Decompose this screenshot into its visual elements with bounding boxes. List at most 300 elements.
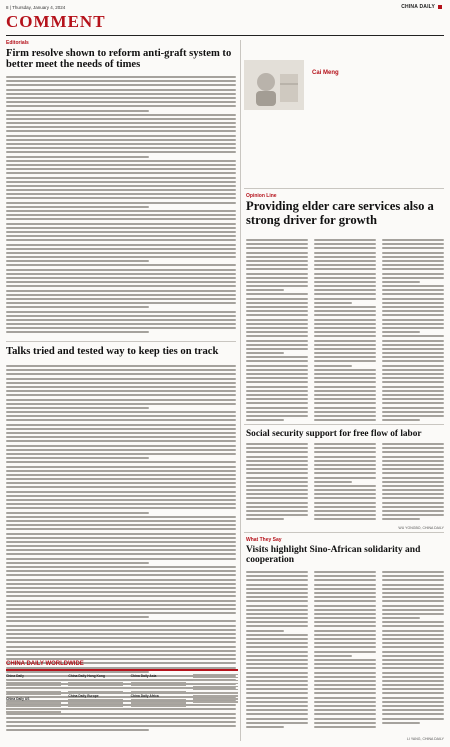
text-line bbox=[382, 340, 444, 342]
text-line bbox=[382, 460, 444, 462]
text-line bbox=[6, 507, 236, 509]
text-line bbox=[382, 613, 444, 615]
text-line bbox=[246, 335, 308, 337]
text-line bbox=[314, 663, 376, 665]
text-line bbox=[246, 365, 308, 367]
text-line bbox=[246, 485, 308, 487]
text-line bbox=[246, 460, 308, 462]
text-line bbox=[6, 528, 236, 530]
text-line bbox=[314, 659, 376, 661]
text-line bbox=[382, 514, 444, 516]
text-line bbox=[314, 592, 376, 594]
text-line bbox=[246, 394, 308, 396]
text-line bbox=[382, 692, 444, 694]
text-line bbox=[314, 456, 376, 458]
text-line bbox=[382, 617, 420, 619]
text-line bbox=[382, 592, 444, 594]
text-line bbox=[6, 256, 236, 258]
text-line bbox=[246, 264, 308, 266]
text-line bbox=[6, 449, 236, 451]
text-line bbox=[6, 93, 236, 95]
text-line bbox=[246, 718, 308, 720]
text-line bbox=[6, 424, 236, 426]
text-line bbox=[6, 394, 236, 396]
text-line bbox=[6, 604, 236, 606]
text-line bbox=[382, 352, 444, 354]
footer-column bbox=[193, 674, 238, 715]
text-line bbox=[382, 584, 444, 586]
text-line bbox=[382, 306, 444, 308]
text-line bbox=[314, 485, 376, 487]
text-line bbox=[6, 369, 236, 371]
text-line bbox=[6, 151, 236, 153]
text-line bbox=[382, 472, 444, 474]
text-line bbox=[382, 489, 444, 491]
text-line bbox=[246, 260, 308, 262]
text-line bbox=[382, 502, 444, 504]
text-line bbox=[314, 676, 376, 678]
text-line bbox=[246, 688, 308, 690]
text-line bbox=[6, 373, 236, 375]
divider-opinion bbox=[244, 424, 444, 425]
byline-2: LI YANG, CHINA DAILY bbox=[407, 737, 444, 741]
text-line bbox=[246, 477, 308, 479]
text-line bbox=[314, 260, 376, 262]
text-line bbox=[6, 202, 236, 204]
text-line bbox=[6, 365, 236, 367]
text-line bbox=[6, 566, 236, 568]
text-line bbox=[382, 398, 444, 400]
text-line bbox=[382, 722, 420, 724]
brand-square-icon bbox=[438, 5, 442, 9]
text-line bbox=[6, 436, 236, 438]
text-line bbox=[382, 468, 444, 470]
opinion-headline-2: Social security support for free flow of labor bbox=[246, 429, 422, 439]
text-line bbox=[6, 302, 236, 304]
text-line bbox=[6, 533, 236, 535]
text-line bbox=[382, 680, 444, 682]
text-line bbox=[382, 688, 444, 690]
text-line bbox=[246, 663, 308, 665]
text-line bbox=[314, 709, 376, 711]
text-line bbox=[6, 197, 236, 199]
text-line bbox=[246, 285, 308, 287]
text-line bbox=[246, 464, 308, 466]
text-line bbox=[314, 247, 376, 249]
text-line bbox=[382, 651, 444, 653]
text-line bbox=[246, 243, 308, 245]
text-line bbox=[382, 327, 444, 329]
text-line bbox=[6, 135, 236, 137]
text-line bbox=[246, 398, 308, 400]
text-line bbox=[246, 306, 308, 308]
text-line bbox=[6, 641, 236, 643]
text-line bbox=[314, 264, 376, 266]
text-line bbox=[246, 701, 308, 703]
worldwide-footer bbox=[6, 661, 238, 741]
text-line bbox=[382, 356, 444, 358]
text-line bbox=[314, 621, 376, 623]
text-line bbox=[6, 164, 236, 166]
text-line bbox=[382, 302, 444, 304]
text-line bbox=[246, 293, 308, 295]
text-line bbox=[314, 419, 376, 421]
text-line bbox=[246, 713, 308, 715]
text-line bbox=[382, 243, 444, 245]
text-line bbox=[246, 451, 308, 453]
text-line bbox=[6, 503, 236, 505]
text-line bbox=[246, 684, 308, 686]
text-line bbox=[6, 516, 236, 518]
text-line bbox=[382, 596, 444, 598]
text-line bbox=[6, 331, 149, 333]
text-line bbox=[382, 314, 444, 316]
text-line bbox=[6, 105, 236, 107]
text-line bbox=[314, 386, 376, 388]
text-line bbox=[6, 461, 236, 463]
text-line bbox=[6, 80, 236, 82]
text-line bbox=[314, 596, 376, 598]
publication-name: CHINA DAILY bbox=[401, 4, 442, 10]
text-line bbox=[6, 294, 236, 296]
text-line bbox=[382, 605, 444, 607]
text-line bbox=[6, 210, 236, 212]
text-line bbox=[246, 256, 308, 258]
text-line bbox=[6, 382, 236, 384]
text-line bbox=[6, 239, 236, 241]
text-line bbox=[246, 273, 308, 275]
text-line bbox=[382, 663, 444, 665]
text-line bbox=[382, 667, 444, 669]
text-line bbox=[6, 499, 236, 501]
text-line bbox=[314, 398, 376, 400]
text-line bbox=[382, 415, 444, 417]
text-line bbox=[6, 633, 236, 635]
text-line bbox=[6, 453, 236, 455]
text-line bbox=[314, 571, 376, 573]
editorials-label: Editorials bbox=[6, 40, 29, 46]
text-line bbox=[6, 482, 236, 484]
text-line bbox=[246, 571, 308, 573]
text-line bbox=[6, 285, 236, 287]
text-line bbox=[314, 688, 376, 690]
text-line bbox=[6, 608, 236, 610]
text-line bbox=[314, 667, 376, 669]
text-line bbox=[246, 348, 308, 350]
text-line bbox=[246, 502, 308, 504]
text-line bbox=[314, 600, 376, 602]
text-line bbox=[6, 629, 236, 631]
text-line bbox=[6, 306, 149, 308]
text-line bbox=[6, 327, 236, 329]
text-line bbox=[246, 489, 308, 491]
text-line bbox=[246, 609, 308, 611]
text-line bbox=[246, 247, 308, 249]
what-they-say-body bbox=[246, 571, 444, 730]
text-line bbox=[314, 609, 376, 611]
text-line bbox=[314, 352, 376, 354]
text-line bbox=[382, 390, 444, 392]
text-line bbox=[6, 223, 236, 225]
text-line bbox=[246, 327, 308, 329]
text-line bbox=[246, 655, 308, 657]
text-line bbox=[246, 331, 308, 333]
text-line bbox=[6, 269, 236, 271]
text-line bbox=[6, 553, 236, 555]
text-line bbox=[314, 506, 376, 508]
text-line bbox=[6, 172, 236, 174]
text-line bbox=[314, 713, 376, 715]
page-info: 8 | Thursday, January 4, 2024 bbox=[6, 5, 66, 10]
text-line bbox=[6, 625, 236, 627]
text-line bbox=[6, 390, 236, 392]
text-line bbox=[246, 613, 308, 615]
text-line bbox=[6, 491, 236, 493]
text-line bbox=[382, 323, 444, 325]
text-line bbox=[246, 481, 308, 483]
text-line bbox=[246, 386, 308, 388]
text-line bbox=[6, 486, 236, 488]
opinion-headline: Providing elder care services also a strong driver for growth bbox=[246, 199, 434, 227]
text-line bbox=[314, 451, 376, 453]
text-line bbox=[382, 285, 444, 287]
editorial-1-body bbox=[6, 76, 236, 336]
text-line bbox=[6, 122, 236, 124]
text-line bbox=[6, 298, 236, 300]
text-line bbox=[314, 340, 376, 342]
text-line bbox=[382, 638, 444, 640]
text-line bbox=[314, 348, 376, 350]
text-line bbox=[314, 447, 376, 449]
text-line bbox=[314, 655, 352, 657]
text-line bbox=[246, 596, 308, 598]
text-line bbox=[246, 277, 308, 279]
text-line bbox=[6, 411, 236, 413]
text-line bbox=[382, 634, 444, 636]
text-line bbox=[382, 443, 444, 445]
text-line bbox=[382, 655, 444, 657]
text-line bbox=[246, 605, 308, 607]
text-line bbox=[314, 701, 376, 703]
text-line bbox=[246, 356, 308, 358]
text-line bbox=[246, 667, 308, 669]
editorial-headline-2: Talks tried and tested way to keep ties on track bbox=[6, 346, 219, 357]
text-line bbox=[6, 654, 236, 656]
text-line bbox=[6, 244, 236, 246]
text-line bbox=[246, 268, 308, 270]
cartoon-illustration bbox=[244, 60, 304, 110]
text-line bbox=[314, 726, 376, 728]
editorial-headline-1: Firm resolve shown to reform anti-graft system to better meet the needs of times bbox=[6, 48, 232, 71]
text-line bbox=[382, 481, 444, 483]
text-line bbox=[246, 709, 308, 711]
text-line bbox=[6, 76, 236, 78]
text-line bbox=[6, 248, 236, 250]
text-line bbox=[382, 310, 444, 312]
text-line bbox=[382, 335, 444, 337]
text-line bbox=[246, 456, 308, 458]
text-line bbox=[382, 506, 444, 508]
text-line bbox=[382, 464, 444, 466]
text-line bbox=[382, 319, 444, 321]
text-line bbox=[382, 709, 444, 711]
text-line bbox=[6, 407, 149, 409]
text-line bbox=[314, 335, 376, 337]
text-line bbox=[6, 168, 236, 170]
text-line bbox=[6, 620, 236, 622]
text-line bbox=[314, 697, 376, 699]
text-line bbox=[246, 468, 308, 470]
text-line bbox=[314, 514, 376, 516]
text-line bbox=[246, 298, 308, 300]
text-line bbox=[6, 583, 236, 585]
text-line bbox=[382, 348, 444, 350]
text-line bbox=[246, 625, 308, 627]
text-line bbox=[246, 381, 308, 383]
text-line bbox=[314, 646, 376, 648]
text-line bbox=[314, 692, 376, 694]
text-line bbox=[314, 510, 376, 512]
text-line bbox=[314, 575, 376, 577]
text-line bbox=[6, 206, 149, 208]
text-line bbox=[6, 290, 236, 292]
text-line bbox=[246, 302, 308, 304]
cartoon-author: Cai Meng bbox=[312, 70, 339, 76]
text-line bbox=[382, 575, 444, 577]
text-line bbox=[314, 630, 376, 632]
text-line bbox=[6, 264, 236, 266]
text-line bbox=[6, 89, 236, 91]
text-line bbox=[246, 415, 308, 417]
text-line bbox=[314, 638, 376, 640]
text-line bbox=[246, 680, 308, 682]
opinion-body bbox=[246, 239, 444, 423]
text-line bbox=[382, 588, 444, 590]
text-line bbox=[382, 260, 444, 262]
text-line bbox=[314, 579, 376, 581]
text-line bbox=[382, 579, 444, 581]
text-line bbox=[246, 407, 308, 409]
text-line bbox=[314, 310, 376, 312]
text-line bbox=[6, 470, 236, 472]
text-line bbox=[382, 373, 444, 375]
text-line bbox=[246, 402, 308, 404]
text-line bbox=[246, 411, 308, 413]
text-line bbox=[6, 541, 236, 543]
text-line bbox=[314, 605, 376, 607]
text-line bbox=[382, 456, 444, 458]
footer-rule bbox=[6, 669, 238, 671]
footer-column: China Daily Hong Kong China Daily Europe bbox=[68, 674, 123, 715]
what-they-say-label: What They Say bbox=[246, 537, 282, 543]
text-line bbox=[6, 177, 236, 179]
text-line bbox=[314, 252, 376, 254]
text-line bbox=[382, 676, 444, 678]
text-line bbox=[6, 160, 236, 162]
text-line bbox=[246, 323, 308, 325]
text-line bbox=[314, 460, 376, 462]
text-line bbox=[314, 243, 376, 245]
text-line bbox=[6, 415, 236, 417]
text-line bbox=[382, 646, 444, 648]
text-line bbox=[246, 340, 308, 342]
text-line bbox=[314, 684, 376, 686]
text-line bbox=[314, 356, 376, 358]
text-line bbox=[6, 156, 149, 158]
text-line bbox=[246, 638, 308, 640]
text-line bbox=[382, 293, 444, 295]
text-line bbox=[246, 646, 308, 648]
text-line bbox=[6, 97, 236, 99]
text-line bbox=[382, 659, 444, 661]
text-line bbox=[6, 537, 236, 539]
text-line bbox=[246, 344, 308, 346]
text-line bbox=[314, 273, 376, 275]
text-line bbox=[246, 369, 308, 371]
text-line bbox=[6, 591, 236, 593]
text-line bbox=[246, 518, 284, 520]
text-line bbox=[6, 252, 236, 254]
text-line bbox=[382, 447, 444, 449]
text-line bbox=[314, 617, 376, 619]
text-line bbox=[246, 642, 308, 644]
text-line bbox=[382, 298, 444, 300]
text-line bbox=[6, 432, 236, 434]
text-line bbox=[382, 419, 420, 421]
text-line bbox=[6, 658, 236, 660]
text-line bbox=[246, 722, 308, 724]
text-line bbox=[246, 252, 308, 254]
byline-1: WU YONGBO, CHINA DAILY bbox=[398, 526, 444, 530]
text-line bbox=[314, 443, 376, 445]
text-line bbox=[6, 403, 236, 405]
text-line bbox=[382, 713, 444, 715]
text-line bbox=[246, 497, 308, 499]
text-line bbox=[6, 126, 236, 128]
text-line bbox=[314, 642, 376, 644]
text-line bbox=[314, 373, 376, 375]
text-line bbox=[246, 676, 308, 678]
text-line bbox=[6, 193, 236, 195]
text-line bbox=[314, 497, 376, 499]
opinion-label: Opinion Line bbox=[246, 193, 277, 199]
text-line bbox=[314, 390, 376, 392]
text-line bbox=[6, 549, 236, 551]
text-line bbox=[314, 268, 376, 270]
text-line bbox=[246, 472, 308, 474]
text-line bbox=[314, 289, 376, 291]
text-line bbox=[6, 520, 236, 522]
text-line bbox=[6, 319, 236, 321]
text-line bbox=[6, 214, 236, 216]
text-line bbox=[314, 411, 376, 413]
text-line bbox=[314, 718, 376, 720]
text-line bbox=[314, 634, 376, 636]
text-line bbox=[6, 235, 236, 237]
text-line bbox=[314, 588, 376, 590]
text-line bbox=[246, 514, 308, 516]
text-line bbox=[314, 584, 376, 586]
text-line bbox=[382, 485, 444, 487]
text-line bbox=[314, 464, 376, 466]
text-line bbox=[246, 659, 308, 661]
text-line bbox=[314, 314, 376, 316]
text-line bbox=[246, 600, 308, 602]
text-line bbox=[382, 331, 420, 333]
text-line bbox=[6, 562, 149, 564]
text-line bbox=[382, 268, 444, 270]
text-line bbox=[314, 306, 376, 308]
